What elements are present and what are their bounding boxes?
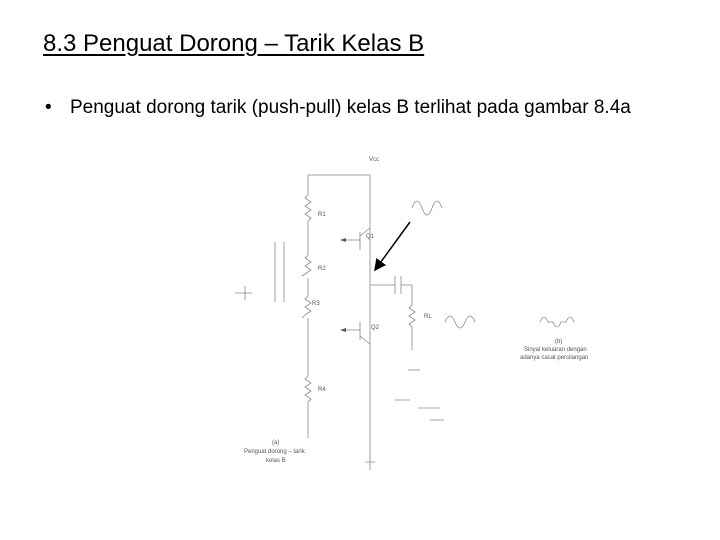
resistor-r3-symbol — [302, 296, 311, 318]
r1-label: R1 — [318, 212, 326, 218]
caption-b-label: (b) — [555, 339, 563, 345]
output-sine-wave — [445, 316, 475, 328]
caption-a-line2: kelas B — [266, 458, 286, 464]
crossover-distortion-wave — [540, 317, 574, 327]
slide-title: 8.3 Penguat Dorong – Tarik Kelas B — [43, 30, 425, 57]
r3-label: R3 — [312, 301, 320, 307]
bullet-text: Penguat dorong tarik (push-pull) kelas B terlihat pada gambar 8.4a — [70, 97, 631, 118]
input-sine-wave — [412, 201, 442, 215]
transistor-q2-symbol — [345, 322, 370, 344]
r2-label: R2 — [318, 266, 326, 272]
q2-label: Q2 — [371, 325, 380, 331]
resistor-r4-symbol — [305, 376, 311, 402]
input-transformer-symbol — [275, 242, 284, 302]
rl-label: RL — [424, 314, 432, 320]
load-resistor-symbol — [409, 285, 415, 350]
vcc-rail — [308, 175, 370, 262]
caption-b-line2: adanya cacat persilangan — [520, 355, 589, 361]
vcc-label: Vcc — [369, 157, 380, 163]
caption-b-line1: Sinyal keluaran dengan — [524, 347, 587, 353]
bullet-marker: • — [45, 97, 52, 118]
resistor-r1-symbol — [305, 195, 311, 221]
caption-a-label: (a) — [272, 440, 280, 446]
r4-label: R4 — [318, 387, 326, 393]
caption-a-line1: Penguat dorong – tarik — [244, 449, 305, 455]
resistor-r2-symbol — [302, 255, 311, 276]
q1-label: Q1 — [366, 234, 375, 240]
signal-arrow — [375, 222, 410, 270]
ground-symbol — [365, 370, 444, 462]
